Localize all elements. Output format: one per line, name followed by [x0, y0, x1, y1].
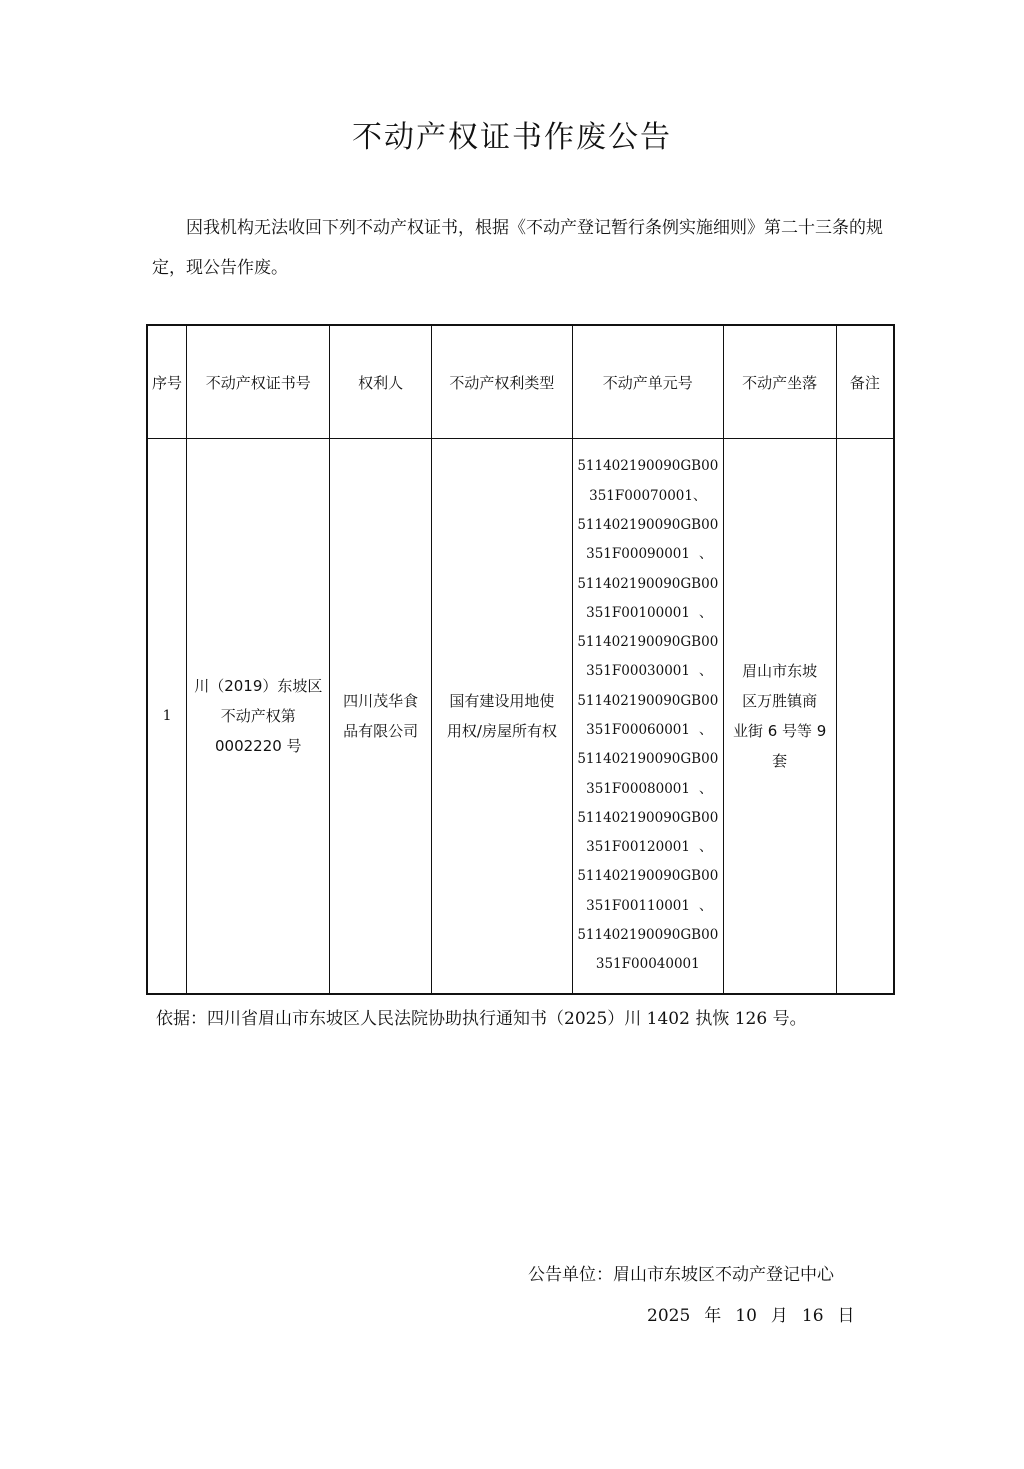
certificate-table: [146, 324, 895, 995]
date-day: 16: [801, 1306, 824, 1326]
holder-line: 四川茂华食: [343, 692, 419, 710]
unit-no-separator: 、: [699, 663, 713, 680]
unit-no-text: 511402190090GB00: [577, 927, 719, 944]
unit-no-line: [577, 862, 718, 891]
issuer: 公告单位：眉山市东坡区不动产登记中心: [528, 1265, 834, 1285]
date-month-label: 月: [770, 1306, 788, 1326]
cert-no-line: 川（2019）东坡区: [194, 677, 323, 695]
cell-cert-no: [187, 439, 330, 995]
unit-no-line: [577, 599, 718, 628]
unit-no-line: [577, 745, 718, 774]
unit-no-line: [577, 511, 718, 540]
unit-no-text: 511402190090GB00: [577, 692, 719, 709]
unit-no-line: [577, 921, 718, 950]
unit-no-text: 511402190090GB00: [577, 516, 719, 533]
unit-no-text: 351F00060001: [586, 722, 690, 738]
table-header-row: [147, 325, 894, 439]
date-year: 2025: [647, 1306, 691, 1326]
date-day-label: 日: [837, 1306, 855, 1326]
unit-no-text: 351F00040001: [595, 956, 700, 973]
unit-no-line: [577, 452, 718, 481]
unit-no-line: [577, 570, 718, 599]
unit-no-text: 351F00030001: [586, 663, 690, 680]
right-type-line: 国有建设用地使: [449, 692, 555, 710]
date-year-label: 年: [704, 1306, 722, 1326]
header-unit-no: 不动产单元号: [573, 325, 723, 439]
cell-holder: [330, 439, 431, 995]
unit-no-text: 511402190090GB00: [577, 868, 719, 885]
unit-no-text: 351F00100001: [586, 604, 690, 621]
cell-note: [836, 439, 894, 995]
cell-location: [723, 439, 836, 995]
unit-no-line: [577, 892, 718, 921]
unit-no-text: 511402190090GB00: [577, 751, 719, 768]
table-body: [147, 439, 894, 995]
location-line: 眉山市东坡: [742, 662, 818, 680]
unit-no-text: 351F00070001、: [589, 487, 707, 504]
unit-no-text: 351F00080001: [586, 780, 690, 797]
header-location: 不动产坐落: [723, 325, 836, 439]
unit-no-separator: 、: [699, 839, 713, 856]
header-cert-no: 不动产权证书号: [187, 325, 330, 439]
notice-date: [647, 1301, 869, 1326]
header-note: 备注: [836, 325, 894, 439]
location-line: 区万胜镇商: [742, 692, 818, 710]
date-month: 10: [735, 1306, 757, 1326]
location-line: 套: [772, 752, 788, 770]
unit-no-line: [577, 657, 718, 686]
unit-no-text: 511402190090GB00: [577, 458, 719, 475]
unit-no-line: [577, 540, 718, 569]
cell-index: 1: [147, 439, 187, 995]
header-index: 序号: [147, 325, 187, 439]
unit-no-line: [577, 628, 718, 657]
unit-no-separator: 、: [699, 546, 713, 563]
unit-no-line: [577, 716, 718, 745]
unit-no-line: [577, 775, 718, 804]
unit-no-line: [577, 804, 718, 833]
cert-no-line: 不动产权第: [220, 707, 296, 725]
unit-no-text: 511402190090GB00: [577, 634, 719, 651]
table-row: [147, 439, 894, 995]
intro-paragraph: 因我机构无法收回下列不动产权证书，根据《不动产登记暂行条例实施细则》第二十三条的规定，现公告作废。: [152, 218, 883, 278]
basis-statement: 依据：四川省眉山市东坡区人民法院协助执行通知书（2025）川 1402 执恢 126 号。: [156, 1009, 807, 1029]
unit-no-line: [577, 950, 718, 979]
unit-no-text: 511402190090GB00: [577, 809, 719, 826]
header-right-type: 不动产权利类型: [431, 325, 572, 439]
unit-no-text: 351F00110001: [586, 897, 690, 914]
cert-no-line: 0002220 号: [214, 737, 302, 755]
location-line: 业街 6 号等 9: [732, 722, 827, 740]
page-title: 不动产权证书作废公告: [352, 120, 672, 155]
unit-no-line: [577, 687, 718, 716]
unit-no-line: [577, 833, 718, 862]
unit-no-separator: 、: [699, 604, 713, 621]
unit-no-text: 351F00090001: [586, 546, 690, 563]
unit-no-separator: 、: [699, 722, 713, 738]
unit-no-line: [577, 482, 718, 511]
cell-right-type: [431, 439, 572, 995]
header-holder: 权利人: [330, 325, 431, 439]
right-type-line: 用权/房屋所有权: [446, 722, 557, 740]
unit-no-text: 351F00120001: [586, 839, 690, 856]
unit-no-separator: 、: [699, 780, 713, 797]
holder-line: 品有限公司: [343, 722, 419, 740]
cell-unit-no: [573, 439, 723, 995]
unit-no-separator: 、: [699, 897, 713, 914]
unit-no-text: 511402190090GB00: [577, 575, 719, 592]
